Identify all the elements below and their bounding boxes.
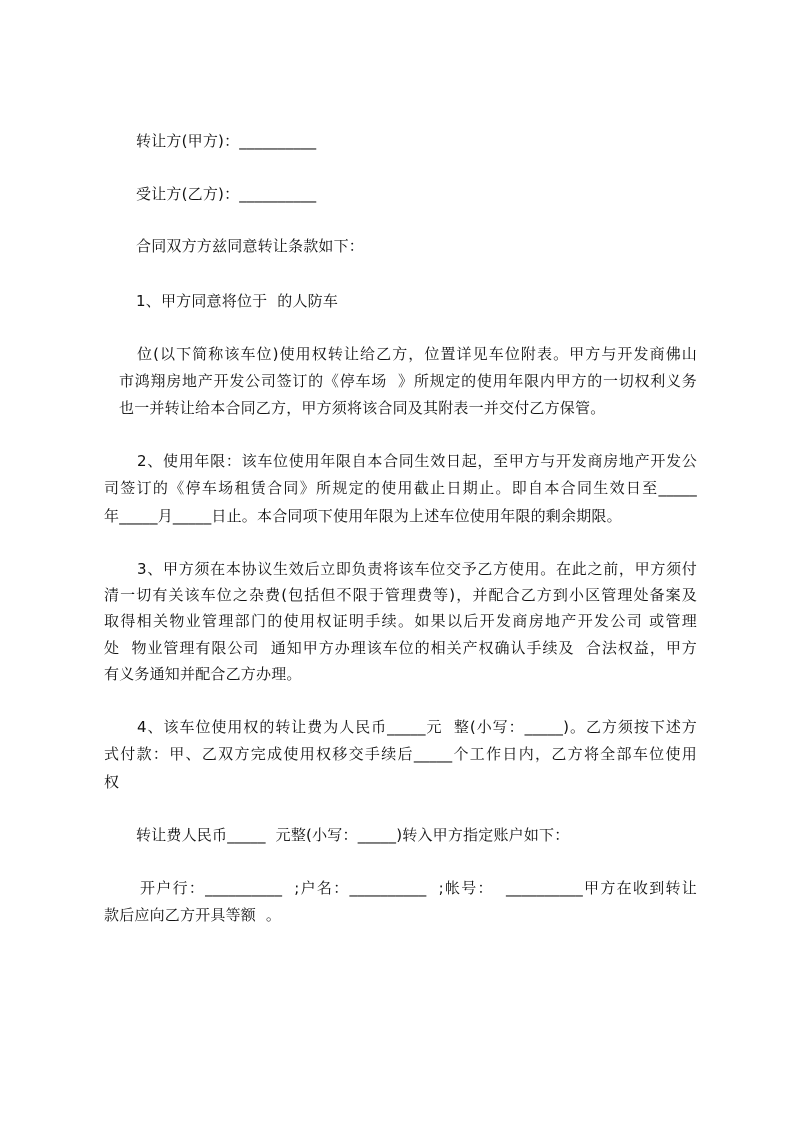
clause-3-line-4: 处 物业管理有限公司 通知甲方办理该车位的相关产权确认手续及 合法权益，甲方 — [104, 639, 697, 657]
invoice-line: 款后应向乙方开具等额 。 — [104, 906, 282, 924]
clause-3-line-5: 有义务通知并配合乙方办理。 — [104, 665, 302, 683]
clause-2-line-2: 司签订的《停车场租赁合同》所规定的使用截止日期止。即自本合同生效日至_____ — [104, 479, 697, 497]
payment-transfer-line: 转让费人民币_____ 元整(小写：_____)转入甲方指定账户如下： — [136, 826, 570, 844]
clause-4-line-2: 式付款：甲、乙双方完成使用权移交手续后_____个工作日内，乙方将全部车位使用 — [104, 745, 697, 763]
clause-2-line-1: 2、使用年限：该车位使用年限自本合同生效日起，至甲方与开发商房地产开发公 — [137, 452, 697, 470]
clause-1-line-1: 位(以下简称该车位)使用权转让给乙方，位置详见车位附表。甲方与开发商佛山 — [137, 345, 697, 363]
clause-4-line-1: 4、该车位使用权的转让费为人民币_____元 整(小写：_____)。乙方须按下述方 — [137, 718, 697, 736]
clause-1-line-2: 市鸿翔房地产开发公司签订的《停车场 》所规定的使用年限内甲方的一切权利义务 — [119, 372, 697, 390]
clause-4-line-3: 权 — [104, 773, 120, 791]
clause-2-line-3: 年_____月_____日止。本合同项下使用年限为上述车位使用年限的剩余期限。 — [104, 507, 622, 525]
agreement-intro: 合同双方方兹同意转让条款如下： — [136, 237, 365, 255]
clause-1-heading: 1、甲方同意将位于 的人防车 — [136, 292, 339, 310]
clause-3-line-3: 取得相关物业管理部门的使用权证明手续。如果以后开发商房地产开发公司 或管理 — [104, 612, 697, 630]
clause-3-line-2: 清一切有关该车位之杂费(包括但不限于管理费等)，并配合乙方到小区管理处备案及 — [104, 586, 697, 604]
clause-3-line-1: 3、甲方须在本协议生效后立即负责将该车位交予乙方使用。在此之前，甲方须付 — [137, 560, 697, 578]
clause-1-line-3: 也一并转让给本合同乙方，甲方须将该合同及其附表一并交付乙方保管。 — [119, 399, 606, 417]
transferee-line: 受让方(乙方)：__________ — [136, 185, 317, 203]
bank-account-line: 开户行：__________ ;户名：__________ ;帐号： __________甲方在收到转让 — [140, 879, 697, 897]
transferor-line: 转让方(甲方)：__________ — [136, 132, 317, 150]
